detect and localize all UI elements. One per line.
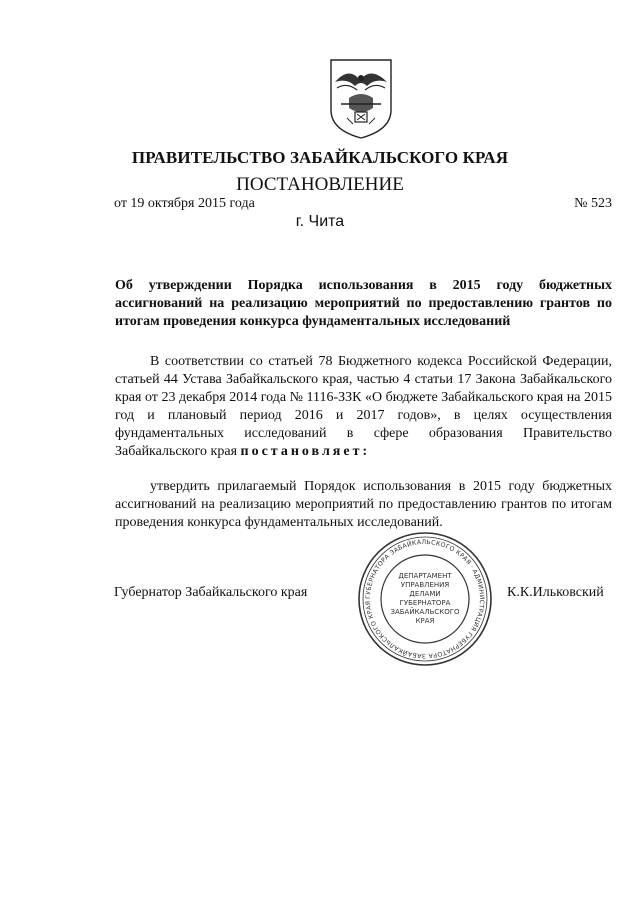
stamp-line-4: ГУБЕРНАТОРА (399, 599, 451, 607)
document-date: от 19 октября 2015 года (114, 196, 255, 211)
document-type: ПОСТАНОВЛЕНИЕ (236, 174, 404, 195)
stamp-line-1: ДЕПАРТАМЕНТ (398, 572, 452, 580)
signer-title: Губернатор Забайкальского края (114, 585, 308, 600)
document-city: г. Чита (295, 213, 345, 230)
stamp-line-3: ДЕЛАМИ (409, 590, 441, 598)
paragraph-1-text: В соответствии со статьей 78 Бюджетного кодекса Российской Федерации, статьей 44 Устава Забайкальского края, частью 4 статьи 17 Закона Забайкальского края от 23 декабря 2014 года № 1116-ЗЗК «О бюджете Забайкальского края на 2015 год и плановый период 2016 и 2017 годов», в целях осуществления фундаментальных исследований в сфере образования Правительство Забайкальского края (115, 354, 612, 459)
stamp-line-2: УПРАВЛЕНИЯ (400, 581, 450, 589)
document-number: № 523 (574, 196, 612, 211)
resolves-keyword: постановляет: (240, 444, 371, 459)
stamp-ring-text: ГУБЕРНАТОРА ЗАБАЙКАЛЬСКОГО КРАЯ · АДМИНИСТРАЦИЯ ГУБЕРНАТОРА ЗАБАЙКАЛЬСКОГО КРАЯ (364, 538, 486, 660)
stamp-line-6: КРАЯ (415, 617, 435, 625)
body-paragraph-1 (115, 353, 612, 461)
coat-of-arms-emblem (327, 58, 395, 140)
signer-name: К.К.Ильковский (507, 585, 604, 600)
organization-title: ПРАВИТЕЛЬСТВО ЗАБАЙКАЛЬСКОГО КРАЯ (131, 148, 509, 167)
document-subject: Об утверждении Порядка использования в 2015 году бюджетных ассигнований на реализацию мероприятий по предоставлению грантов по итогам проведения конкурса фундаментальных исследований (115, 278, 612, 329)
official-stamp (356, 530, 494, 668)
stamp-line-5: ЗАБАЙКАЛЬСКОГО (390, 608, 460, 616)
body-paragraph-2: утвердить прилагаемый Порядок использования в 2015 году бюджетных ассигнований на реализацию мероприятий по предоставлению грантов по итогам проведения конкурса фундаментальных исследований. (115, 479, 612, 530)
